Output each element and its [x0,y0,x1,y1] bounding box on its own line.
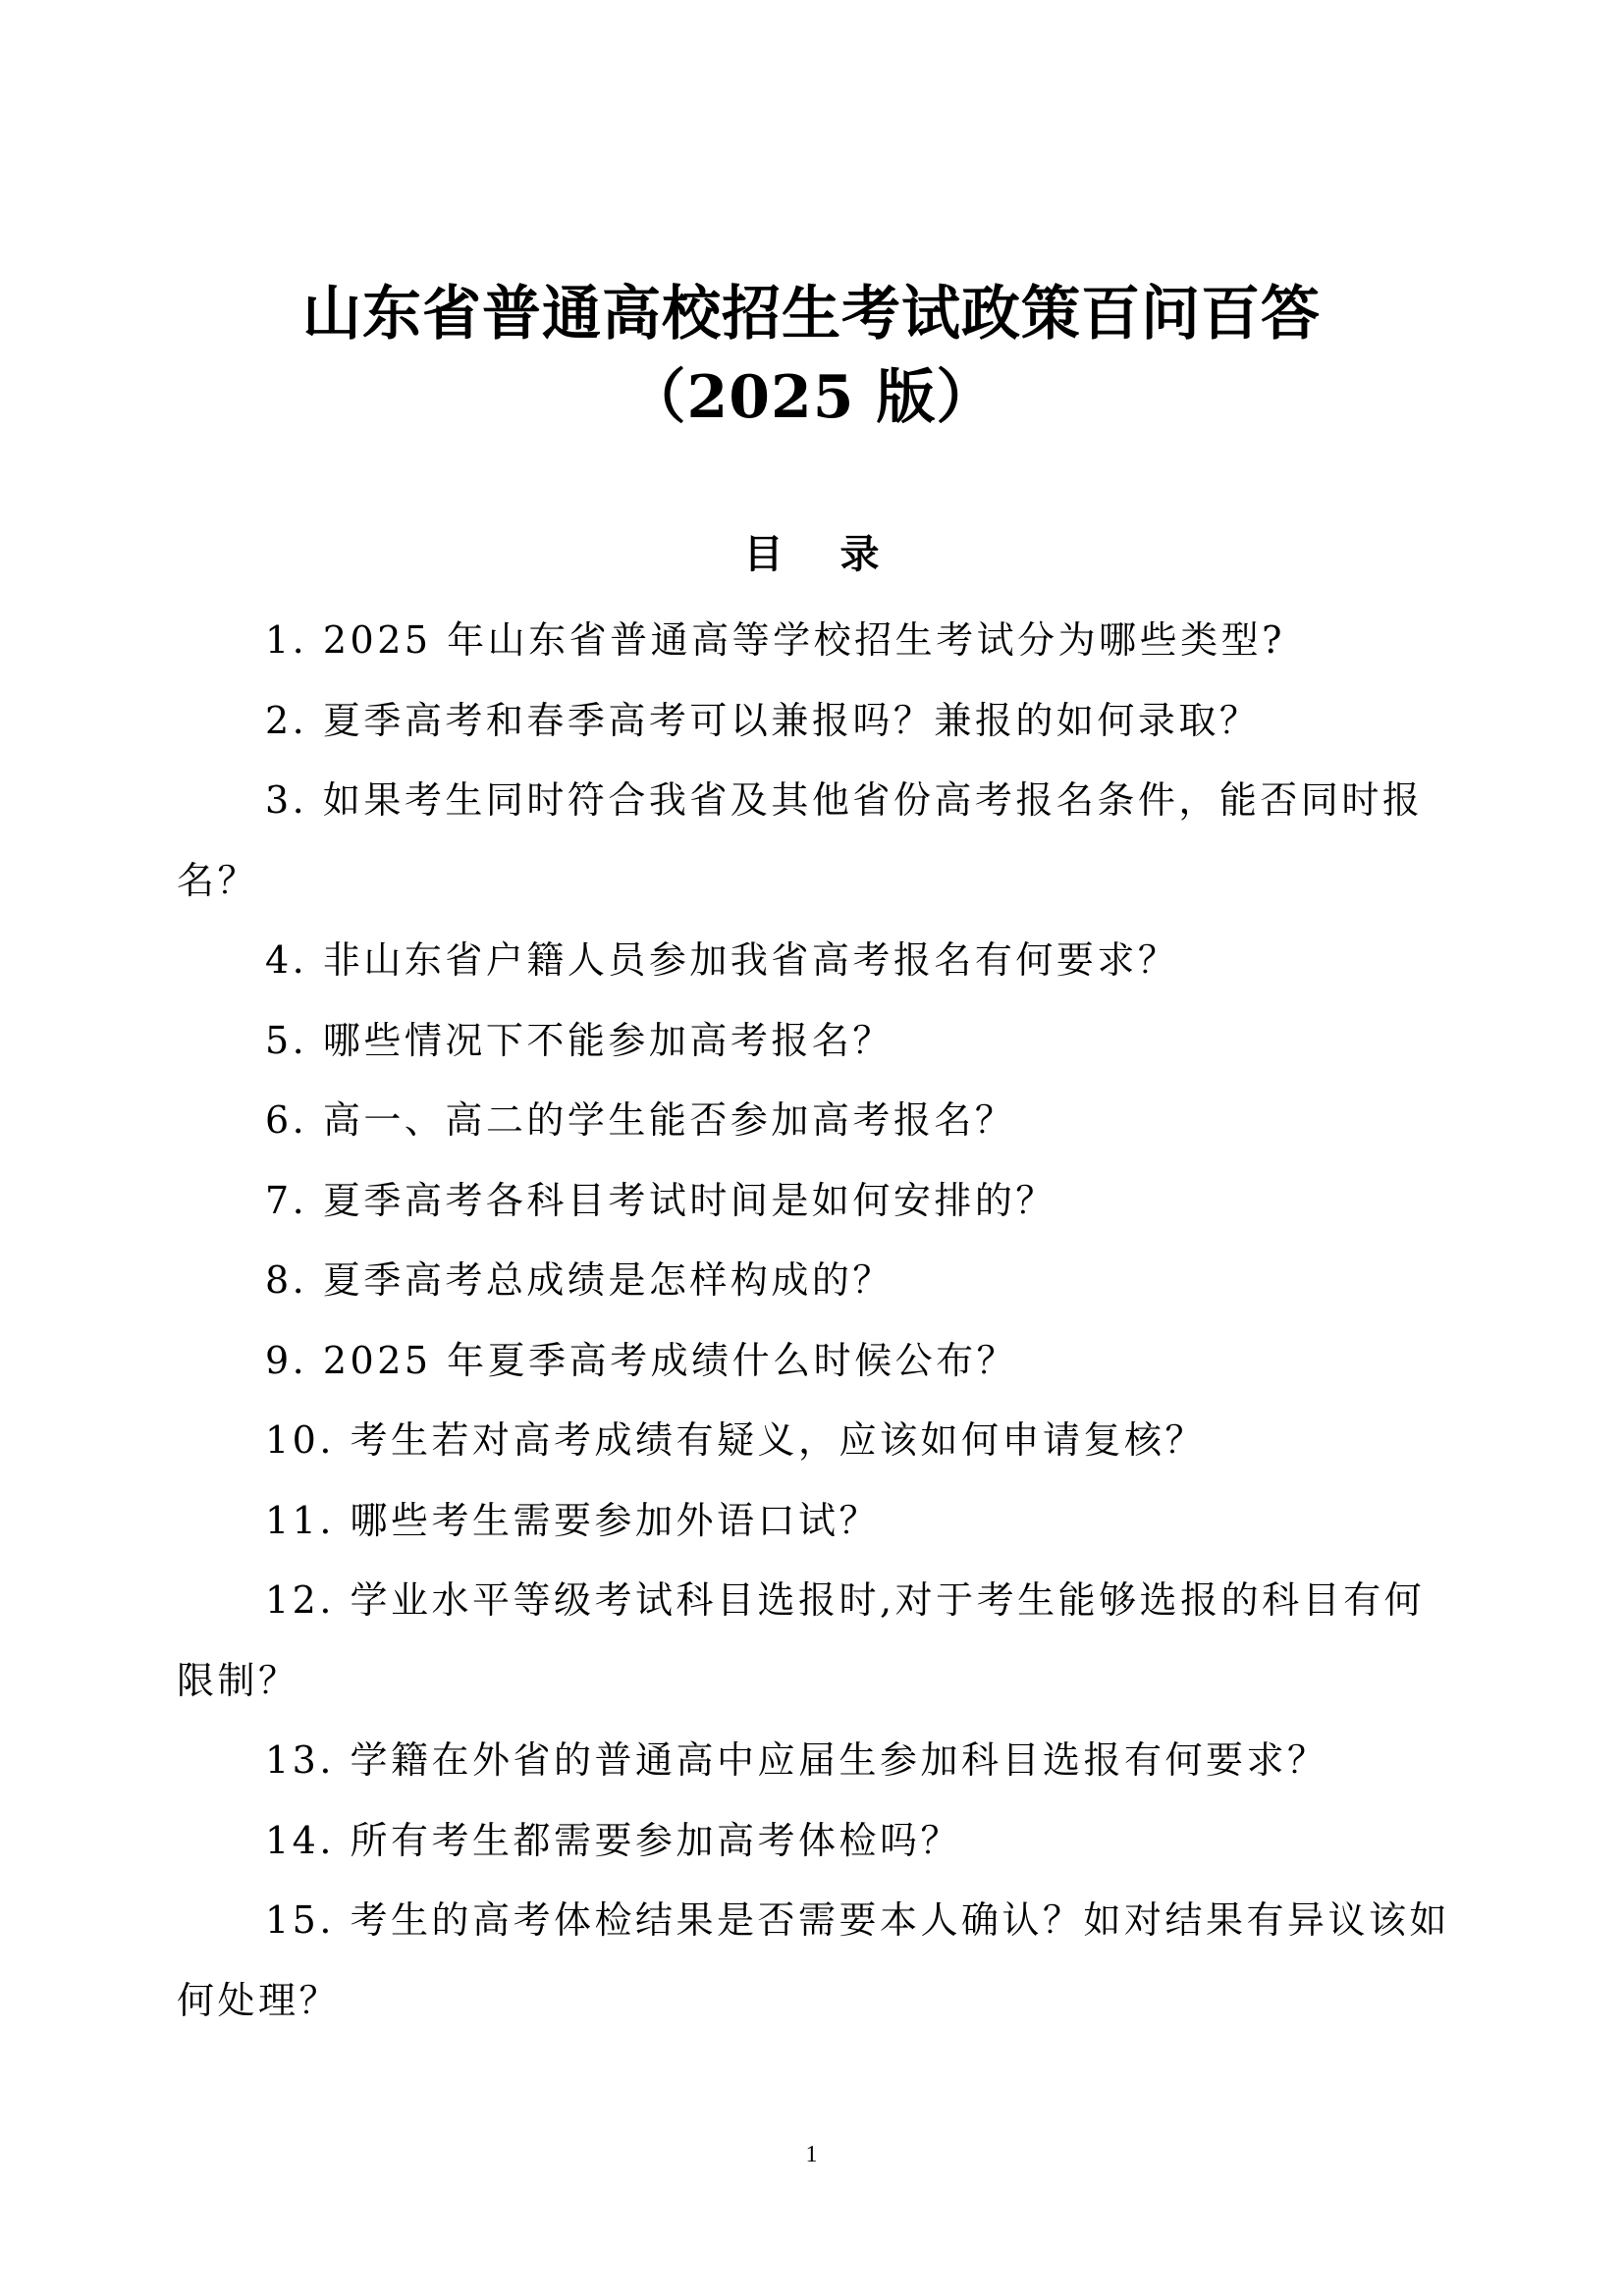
toc-item-3: 3. 如果考生同时符合我省及其他省份高考报名条件，能否同时报名？ [177,778,1424,902]
toc-item-5: 5. 哪些情况下不能参加高考报名？ [265,1018,893,1062]
toc-item-1: 1. 2025 年山东省普通高等学校招生考试分为哪些类型? [265,618,1285,662]
toc-item-12: 12. 学业水平等级考试科目选报时,对于考生能够选报的科目有何限制？ [177,1578,1426,1702]
document-title: 山东省普通高校招生考试政策百问百答 [302,280,1321,348]
toc-item-7: 7. 夏季高考各科目考试时间是如何安排的？ [265,1178,1056,1222]
toc-item-2: 2. 夏季高考和春季高考可以兼报吗？兼报的如何录取？ [265,698,1261,742]
document-subtitle: （2025 版） [626,363,997,432]
toc-item-11: 11. 哪些考生需要参加外语口试？ [265,1498,881,1542]
toc-list [177,601,1453,2041]
toc-item-14: 14. 所有考生都需要参加高考体检吗？ [265,1818,962,1862]
page-number: 1 [805,2142,818,2167]
toc-item-4: 4. 非山东省户籍人员参加我省高考报名有何要求？ [265,938,1179,982]
toc-item-13: 13. 学籍在外省的普通高中应届生参加科目选报有何要求？ [265,1738,1328,1782]
toc-heading: 目 录 [743,532,901,577]
toc-item-10: 10. 考生若对高考成绩有疑义，应该如何申请复核？ [265,1418,1207,1462]
toc-item-8: 8. 夏季高考总成绩是怎样构成的？ [265,1258,893,1302]
toc-item-15: 15. 考生的高考体检结果是否需要本人确认？如对结果有异议该如何处理？ [177,1898,1451,2022]
toc-item-9: 9. 2025 年夏季高考成绩什么时候公布？ [265,1338,1018,1382]
toc-item-6: 6. 高一、高二的学生能否参加高考报名？ [265,1098,1016,1142]
